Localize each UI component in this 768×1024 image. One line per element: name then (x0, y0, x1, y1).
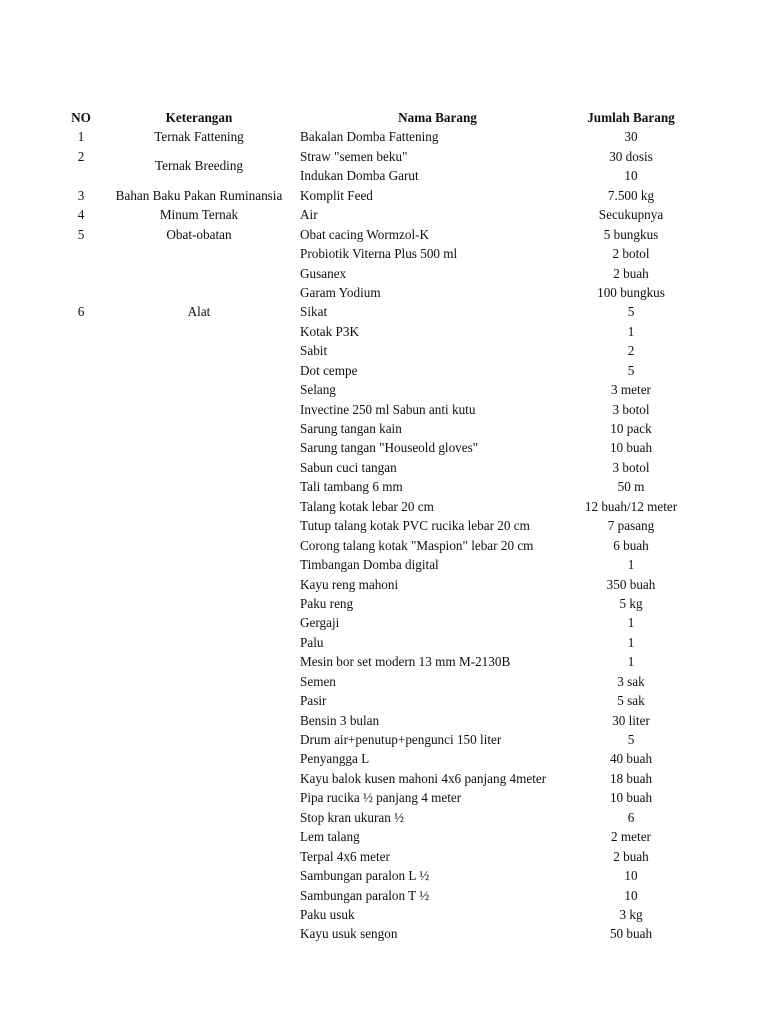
table-row (0, 613, 768, 632)
row-jumlah-barang: 10 buah (609, 440, 653, 456)
row-nama-barang: Paku usuk (300, 906, 355, 922)
row-nama-barang: Sarung tangan kain (300, 421, 402, 436)
row-jumlah-barang: 1 (627, 615, 635, 631)
row-nama-barang: Sambungan paralon L ½ (300, 868, 430, 884)
row-nama-barang: Kayu reng mahoni (300, 576, 399, 592)
row-jumlah-barang: 6 buah (613, 537, 649, 553)
table-header-row (0, 108, 768, 127)
table-row (0, 341, 768, 360)
row-keterangan: Alat (187, 304, 211, 320)
row-jumlah-barang: 3 botol (612, 459, 650, 475)
table-row (0, 225, 768, 244)
row-jumlah-barang: 7 pasang (607, 518, 655, 534)
table-row (0, 516, 768, 535)
table-row (0, 458, 768, 477)
table-row (0, 788, 768, 807)
table-row (0, 769, 768, 788)
row-nama-barang: Stop kran ukuran ½ (300, 809, 405, 825)
row-jumlah-barang: 40 buah (609, 751, 653, 767)
row-no: 5 (77, 226, 85, 242)
row-keterangan: Bahan Baku Pakan Ruminansia (115, 187, 283, 203)
row-jumlah-barang: 3 botol (612, 401, 650, 417)
row-jumlah-barang: 50 buah (609, 926, 653, 942)
row-no: 6 (77, 304, 85, 320)
row-jumlah-barang: 5 bungkus (603, 226, 659, 242)
row-jumlah-barang: 30 liter (612, 712, 650, 728)
row-nama-barang: Penyangga L (300, 751, 370, 767)
row-jumlah-barang: 100 bungkus (597, 284, 665, 300)
row-nama-barang: Bensin 3 bulan (300, 712, 380, 728)
row-jumlah-barang: 10 buah (609, 790, 653, 806)
table-row (0, 264, 768, 283)
row-nama-barang: Corong talang kotak "Maspion" lebar 20 cm (300, 537, 534, 553)
row-no: 1 (77, 129, 85, 145)
table-row (0, 711, 768, 730)
table-row (0, 886, 768, 905)
row-keterangan: Ternak Breeding (154, 158, 244, 174)
row-nama-barang: Palu (300, 634, 324, 650)
table-row (0, 652, 768, 671)
row-nama-barang: Sabun cuci tangan (300, 459, 397, 475)
table-row (0, 127, 768, 146)
row-jumlah-barang: 6 (627, 809, 635, 825)
table-row (0, 477, 768, 496)
row-nama-barang: Sarung tangan "Houseold gloves" (300, 440, 479, 456)
row-jumlah-barang: 2 (627, 343, 635, 359)
row-nama-barang: Mesin bor set modern 13 mm M-2130B (300, 654, 511, 670)
table-row (0, 730, 768, 749)
table-row (0, 205, 768, 224)
row-jumlah-barang: 5 (627, 732, 635, 747)
row-nama-barang: Straw "semen beku" (300, 148, 408, 164)
row-jumlah-barang: 10 (624, 168, 638, 184)
row-jumlah-barang: 1 (627, 323, 635, 339)
row-no: 4 (77, 207, 85, 223)
row-nama-barang: Tutup talang kotak PVC rucika lebar 20 cm (300, 518, 530, 534)
row-jumlah-barang: 5 (627, 304, 635, 320)
table-row (0, 575, 768, 594)
row-jumlah-barang: 5 (627, 362, 635, 378)
row-nama-barang: Garam Yodium (300, 284, 381, 300)
table-row (0, 380, 768, 399)
row-nama-barang: Invectine 250 ml Sabun anti kutu (300, 401, 476, 417)
row-jumlah-barang: 350 buah (606, 576, 656, 592)
row-nama-barang: Pasir (300, 693, 327, 709)
header-keterangan: Keterangan (165, 110, 233, 125)
row-jumlah-barang: 5 sak (617, 693, 645, 709)
header-jumlah-barang: Jumlah Barang (587, 110, 675, 125)
row-nama-barang: Dot cempe (300, 362, 358, 378)
table-row (0, 322, 768, 341)
table-body (0, 127, 768, 943)
row-nama-barang: Obat cacing Wormzol-K (300, 226, 430, 242)
row-jumlah-barang: 7.500 kg (607, 187, 655, 203)
row-nama-barang: Kayu balok kusen mahoni 4x6 panjang 4meter (300, 770, 547, 786)
row-nama-barang: Kotak P3K (300, 323, 359, 339)
row-nama-barang: Gergaji (300, 615, 340, 631)
table-row (0, 555, 768, 574)
row-nama-barang: Kayu usuk sengon (300, 926, 398, 942)
table-row (0, 594, 768, 613)
row-nama-barang: Sikat (300, 304, 328, 320)
row-jumlah-barang: 10 (624, 868, 638, 884)
row-nama-barang: Probiotik Viterna Plus 500 ml (300, 246, 458, 262)
row-jumlah-barang: 30 (624, 129, 638, 145)
table-row (0, 419, 768, 438)
row-nama-barang: Komplit Feed (300, 187, 373, 203)
table-row (0, 244, 768, 263)
row-nama-barang: Semen (300, 673, 336, 689)
row-jumlah-barang: 50 m (617, 479, 645, 495)
table-row (0, 497, 768, 516)
row-jumlah-barang: 3 meter (611, 382, 651, 398)
table-row (0, 924, 768, 943)
row-jumlah-barang: 1 (627, 654, 635, 670)
row-keterangan: Minum Ternak (159, 207, 239, 223)
table-row (0, 749, 768, 768)
row-nama-barang: Bakalan Domba Fattening (300, 129, 439, 145)
row-nama-barang: Paku reng (300, 595, 354, 611)
table-row (0, 672, 768, 691)
row-nama-barang: Indukan Domba Garut (300, 168, 419, 184)
row-nama-barang: Tali tambang 6 mm (300, 479, 403, 495)
row-keterangan: Obat-obatan (166, 226, 232, 242)
row-nama-barang: Lem talang (300, 829, 360, 845)
row-nama-barang: Air (300, 207, 318, 223)
table-row (0, 827, 768, 846)
header-nama-barang: Nama Barang (398, 110, 477, 125)
table-row (0, 361, 768, 380)
table-row (0, 302, 768, 321)
row-keterangan: Ternak Fattening (154, 129, 244, 145)
row-jumlah-barang: 10 (624, 887, 638, 903)
row-jumlah-barang: 3 kg (619, 906, 643, 922)
table-row (0, 847, 768, 866)
row-nama-barang: Sambungan paralon T ½ (300, 887, 430, 903)
row-nama-barang: Drum air+penutup+pengunci 150 liter (300, 732, 502, 747)
row-jumlah-barang: 1 (627, 634, 635, 650)
inventory-table (0, 108, 768, 944)
header-no: NO (71, 110, 91, 125)
row-jumlah-barang: 2 buah (613, 265, 649, 281)
row-jumlah-barang: 12 buah/12 meter (584, 498, 678, 514)
row-jumlah-barang: 1 (627, 557, 635, 573)
row-jumlah-barang: 3 sak (617, 673, 645, 689)
row-nama-barang: Sabit (300, 343, 328, 359)
row-nama-barang: Pipa rucika ½ panjang 4 meter (300, 790, 462, 806)
row-jumlah-barang: 18 buah (609, 770, 653, 786)
table-row (0, 905, 768, 924)
table-row (0, 866, 768, 885)
table-row (0, 633, 768, 652)
row-nama-barang: Gusanex (300, 265, 347, 281)
row-jumlah-barang: 10 pack (610, 421, 652, 436)
row-nama-barang: Terpal 4x6 meter (300, 848, 390, 864)
row-nama-barang: Timbangan Domba digital (300, 557, 439, 573)
row-no: 3 (77, 187, 85, 203)
table-row (0, 283, 768, 302)
row-jumlah-barang: 2 botol (612, 246, 650, 262)
table-row (0, 158, 768, 185)
row-nama-barang: Selang (300, 382, 336, 398)
row-jumlah-barang: 2 buah (613, 848, 649, 864)
table-row (0, 438, 768, 457)
table-row (0, 691, 768, 710)
table-row (0, 400, 768, 419)
row-no: 2 (77, 148, 85, 164)
row-jumlah-barang: 30 dosis (609, 148, 653, 164)
row-jumlah-barang: 2 meter (611, 829, 651, 845)
row-nama-barang: Talang kotak lebar 20 cm (300, 498, 434, 514)
row-jumlah-barang: 5 kg (619, 595, 643, 611)
row-jumlah-barang: Secukupnya (598, 207, 664, 223)
table-row (0, 536, 768, 555)
table-row (0, 186, 768, 205)
table-row (0, 808, 768, 827)
